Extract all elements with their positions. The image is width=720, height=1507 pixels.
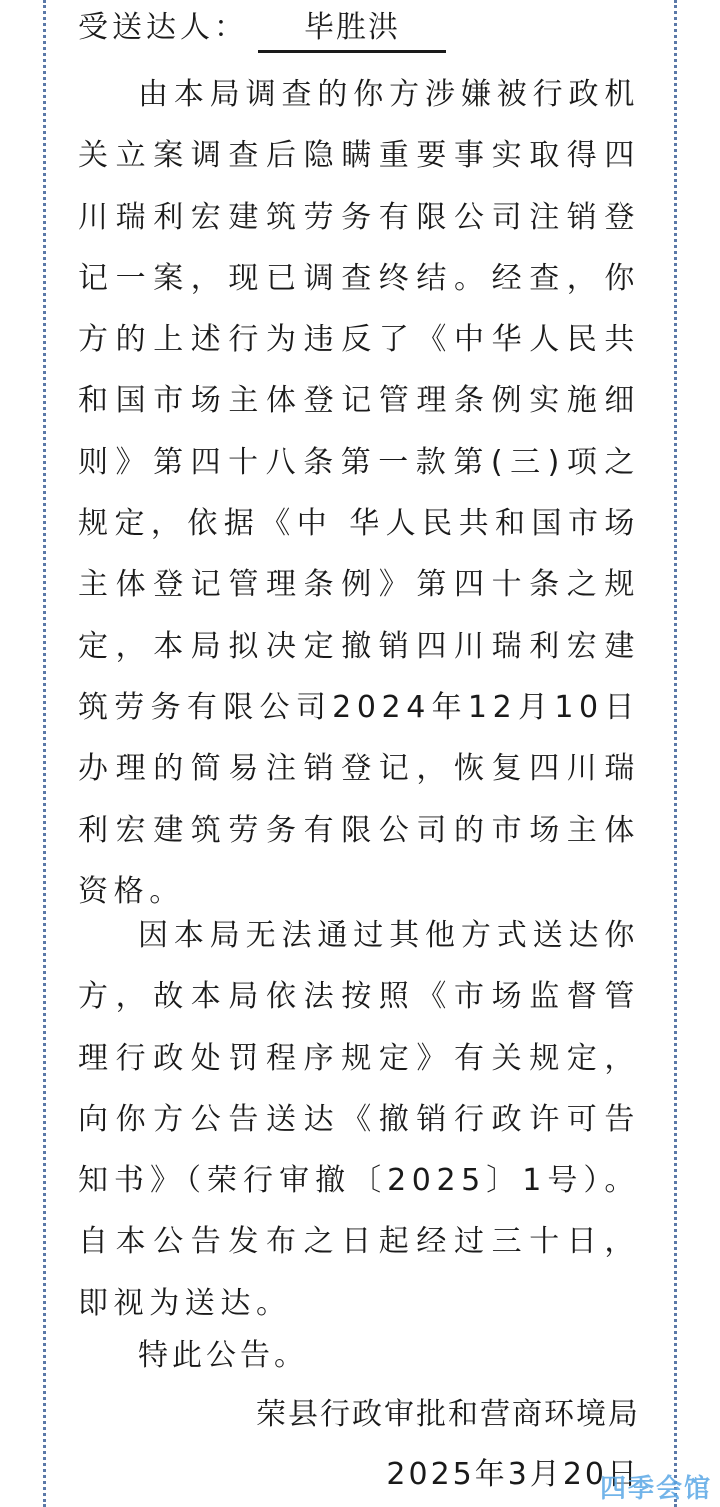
notice-paragraph-findings: 由本局调查的你方涉嫌被行政机关立案调查后隐瞒重要事实取得四川瑞利宏建筑劳务有限公司注销登记一案，现已调查终结。经查，你方的上述行为违反了《中华人民共和国市场主体登记管理条例实施细则》第四十八条第一款第(三)项之规定，依据《中 华人民共和国市场主体登记管理条例》第四十条之规定，本局拟决定撤销四川瑞利宏建筑劳务有限公司2024年12月10日办理的简易注销登记，恢复四川瑞利宏建筑劳务有限公司的市场主体资格。 xyxy=(78,77,640,909)
issue-date: 2025年3月20日 xyxy=(386,1457,640,1492)
issuing-authority: 荣县行政审批和营商环境局 xyxy=(256,1397,640,1432)
recipient-name: 毕胜洪 xyxy=(258,6,446,53)
left-dotted-border xyxy=(43,0,46,1507)
notice-paragraph-service: 因本局无法通过其他方式送达你方，故本局依法按照《市场监督管理行政处罚程序规定》有关规定，向你方公告送达《撤销行政许可告知书》（荣行审撤〔2025〕1号）。自本公告发布之日起经过三十日，即视为送达。 xyxy=(78,918,640,1321)
recipient-label: 受送达人： xyxy=(78,10,248,45)
right-dotted-border xyxy=(674,0,677,1507)
closing-statement: 特此公告。 xyxy=(138,1338,308,1373)
recipient-line xyxy=(78,6,400,50)
watermark-logo: 四季会馆 xyxy=(599,1474,712,1504)
